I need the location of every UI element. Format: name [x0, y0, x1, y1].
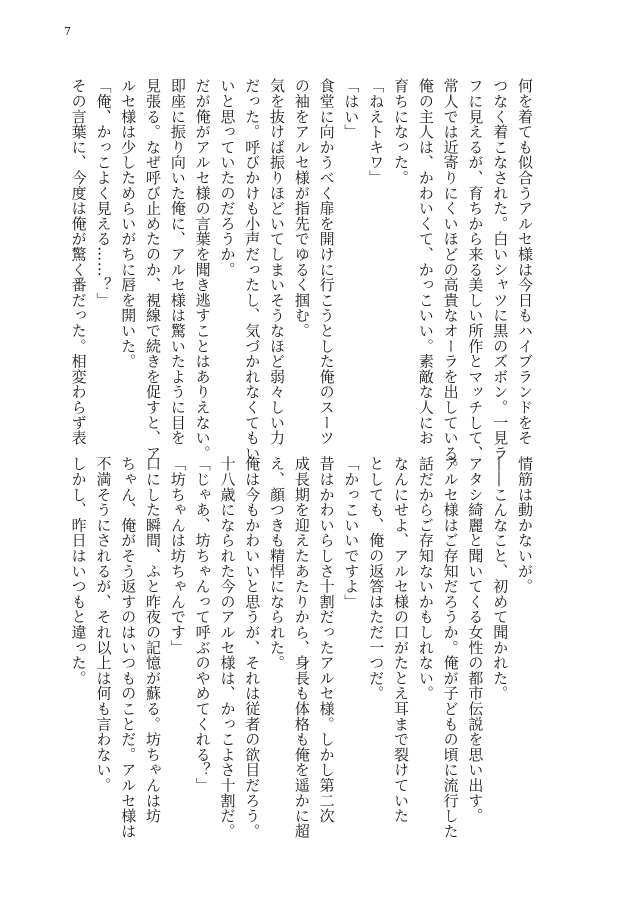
lower-text-block	[69, 456, 537, 839]
text-line: 俺は今もかわいいと思うが、それは従者の欲目だろう。	[243, 456, 262, 839]
text-line: 話だからご存知ないかもしれない。	[416, 456, 435, 701]
text-line: しかし、昨日はいつもと違った。	[69, 456, 88, 686]
text-line: え、顔つきも精悍になられた。	[268, 456, 287, 671]
text-line: フに見えるが、育ちから来る美しい所作とマッチして、	[466, 78, 485, 461]
text-line: 昔はかわいらしさ十割だったアルセ様。しかし第二次	[317, 456, 336, 824]
text-line: 見張る。なぜ呼び止めたのか、視線で続きを促すと、ア	[144, 78, 163, 461]
text-line: 即座に振り向いた俺に、アルセ様は驚いたように目を	[168, 78, 187, 446]
text-line: 常人では近寄りにくいほどの高貴なオーラを出している。	[441, 78, 460, 476]
upper-text-block	[69, 78, 537, 476]
text-line: ルセ様は少しためらいがちに唇を開いた。	[119, 78, 138, 369]
text-line: 食堂に向かうべく扉を開けに行こうとした俺のスーツ	[317, 78, 336, 446]
text-line: つなく着こなされた。白いシャツに黒のズボン。一見ラ	[491, 78, 510, 461]
text-line: 俺の主人は、かわいくて、かっこいい。素敵な人にお	[416, 78, 435, 446]
text-line: 気を抜けば振りほどいてしまいそうなほど弱々しい力	[268, 78, 287, 446]
text-line: アルセ様はご存知だろうか。俺が子どもの頃に流行した	[441, 456, 460, 839]
text-line: 不満そうにされるが、それ以上は何も言わない。	[94, 456, 113, 793]
text-line: 「坊ちゃんは坊ちゃんです」	[168, 456, 187, 655]
text-line: だった。呼びかけも小声だったし、気づかれなくてもい	[243, 78, 262, 461]
text-line: ――こんなこと、初めて聞かれた。	[491, 456, 510, 701]
text-line: 情筋は動かないが。	[516, 456, 534, 594]
text-line: 十八歳になられた今のアルセ様は、かっこよさ十割だ。	[218, 456, 237, 839]
page-number: 7	[64, 25, 71, 38]
text-line: だが俺がアルセ様の言葉を聞き逃すことはありえない。	[193, 78, 212, 461]
text-line: 成長期を迎えたあたりから、身長も体格も俺を遥かに超	[292, 456, 311, 839]
text-line: 口にした瞬間、ふと昨夜の記憶が蘇る。坊ちゃんは坊	[144, 456, 163, 824]
text-line: いと思っていたのだろうか。	[218, 78, 237, 277]
text-line: その言葉に、今度は俺が驚く番だった。相変わらず表	[69, 78, 88, 446]
text-line: としても、俺の返答はただ一つだ。	[367, 456, 386, 701]
text-line: の袖をアルセ様が指先でゆるく掴む。	[292, 78, 311, 339]
text-line: 「はい」	[342, 78, 361, 140]
text-line: アタシ綺麗と聞いてくる女性の都市伝説を思い出す。	[466, 456, 485, 824]
text-line: 「かっこいいですよ」	[342, 456, 361, 609]
text-line: 何を着ても似合うアルセ様は今日もハイブランドをそ	[516, 78, 534, 446]
text-line: 「ねえトキワ」	[367, 78, 386, 186]
text-line: ちゃん、俺がそう返すのはいつものことだ。アルセ様は	[119, 456, 138, 839]
text-line: 育ちになった。	[392, 78, 411, 186]
text-line: なんにせよ、アルセ様の口がたとえ耳まで裂けていた	[392, 456, 411, 824]
text-line: 「じゃあ、坊ちゃんって呼ぶのやめてくれる？」	[193, 456, 212, 793]
text-line: 「俺、かっこよく見える……？」	[94, 78, 113, 308]
